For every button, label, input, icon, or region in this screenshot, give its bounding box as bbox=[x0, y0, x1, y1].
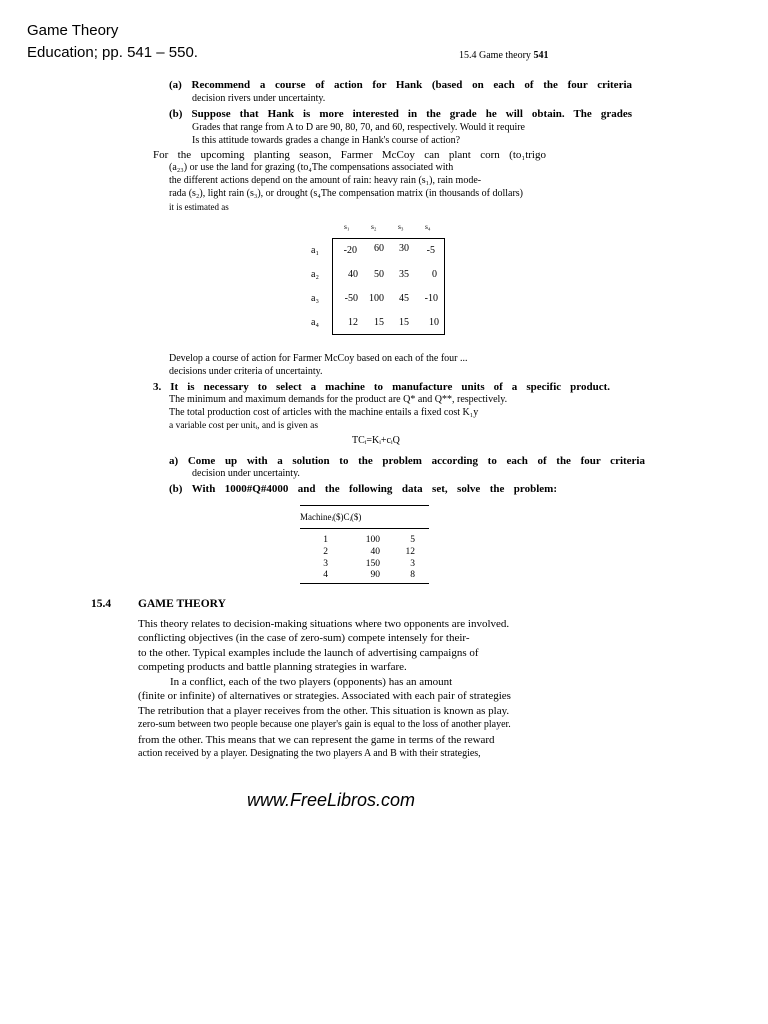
running-head-section: 15.4 Game theory bbox=[459, 50, 531, 61]
row-label: a₃ bbox=[311, 293, 319, 304]
section-number: 15.4 bbox=[91, 598, 112, 610]
problem-2b: (b) Suppose that Hank is more interested in the grade he will obtain. The grades bbox=[169, 108, 632, 120]
matrix-cell: -5 bbox=[426, 245, 435, 256]
matrix-cell: 30 bbox=[399, 243, 409, 254]
column-label: s₄ bbox=[425, 222, 431, 231]
paragraph-line: conflicting objectives (in the case of zero-sum) compete intensely for their- bbox=[138, 632, 470, 644]
paragraph-line: action received by a player. Designating the two players A and B with their strategies, bbox=[138, 748, 481, 759]
problem-3-line-2: The total production cost of articles with the machine entails a fixed cost K₁y bbox=[169, 407, 479, 418]
matrix-cell: 15 bbox=[399, 317, 409, 328]
matrix-cell: 10 bbox=[429, 317, 439, 328]
paragraph-line: (finite or infinite) of alternatives or strategies. Associated with each pair of strategies bbox=[138, 690, 511, 702]
problem-3-line-1: The minimum and maximum demands for the product are Q* and Q**, respectively. bbox=[169, 394, 508, 405]
matrix-cell: 12 bbox=[348, 317, 358, 328]
problem-3a-cont: decision under uncertainty. bbox=[192, 468, 300, 479]
mccoy-line-2: (a₂₃) or use the land for grazing (to₄The compensations associated with bbox=[169, 162, 454, 173]
problem-2b-cont1: Grades that range from A to D are 90, 80, 70, and 60, respectively. Would it require bbox=[192, 122, 525, 133]
matrix-cell: -20 bbox=[343, 245, 357, 256]
problem-3a: a) Come up with a solution to the problem according to each of the four criteria bbox=[169, 455, 645, 467]
cost-formula: TCᵢ=Kᵢ+cᵢQ bbox=[352, 435, 400, 446]
matrix-cell: 15 bbox=[374, 317, 384, 328]
matrix-cell: 50 bbox=[374, 269, 384, 280]
freelibros-link[interactable]: www.FreeLibros.com bbox=[247, 790, 416, 810]
mccoy-after-1: Develop a course of action for Farmer McCoy based on each of the four ... bbox=[169, 353, 468, 364]
row-label: a₁ bbox=[311, 245, 319, 256]
problem-3-heading: 3. It is necessary to select a machine to manufacture units of a specific product. bbox=[153, 381, 610, 393]
matrix-cell: 35 bbox=[399, 269, 409, 280]
table-header: Machineᵢ($)Cᵢ($) bbox=[300, 512, 362, 522]
paragraph-line: competing products and battle planning strategies in warfare. bbox=[138, 661, 407, 673]
mccoy-line-4: rada (s₂), light rain (s₃), or drought (s₄The compensation matrix (in thousands of dollars) bbox=[169, 188, 523, 199]
table-header-rule bbox=[300, 528, 429, 529]
matrix-cell: -50 bbox=[344, 293, 358, 304]
matrix-cell: 60 bbox=[374, 243, 384, 254]
matrix-cell: 100 bbox=[369, 293, 384, 304]
matrix-cell: -10 bbox=[424, 293, 438, 304]
mccoy-after-2: decisions under criteria of uncertainty. bbox=[169, 366, 323, 377]
table-top-rule bbox=[300, 505, 429, 506]
paragraph-line: from the other. This means that we can represent the game in terms of the reward bbox=[138, 734, 495, 746]
document-citation: Education; pp. 541 – 550. bbox=[27, 44, 198, 61]
row-label: a₄ bbox=[311, 317, 319, 328]
paragraph-line: The retribution that a player receives from the other. This situation is known as play. bbox=[138, 705, 510, 717]
mccoy-line-5: it is estimated as bbox=[169, 202, 229, 212]
running-head bbox=[459, 50, 548, 62]
problem-2a: (a) Recommend a course of action for Hank (based on each of the four criteria bbox=[169, 79, 633, 91]
row-label: a₂ bbox=[311, 269, 319, 280]
table-bottom-rule bbox=[300, 583, 429, 584]
column-label: s₃ bbox=[398, 222, 404, 231]
matrix-cell: 0 bbox=[432, 269, 437, 280]
document-title: Game Theory bbox=[27, 22, 119, 39]
page-number: 541 bbox=[533, 50, 549, 61]
paragraph-line: to the other. Typical examples include the launch of advertising campaigns of bbox=[138, 647, 479, 659]
mccoy-line-3: the different actions depend on the amount of rain: heavy rain (s₁), rain mode- bbox=[169, 175, 482, 186]
matrix-cell: 45 bbox=[399, 293, 409, 304]
problem-2a-cont: decision rivers under uncertainty. bbox=[192, 93, 326, 104]
paragraph-line: In a conflict, each of the two players (opponents) has an amount bbox=[170, 676, 453, 688]
paragraph-line: This theory relates to decision-making situations where two opponents are involved. bbox=[138, 618, 510, 630]
problem-3b: (b) With 1000#Q#4000 and the following data set, solve the problem: bbox=[169, 483, 557, 495]
section-title: GAME THEORY bbox=[138, 598, 226, 610]
matrix-cell: 40 bbox=[348, 269, 358, 280]
mccoy-line-1: For the upcoming planting season, Farmer McCoy can plant corn (to₁trigo bbox=[153, 149, 546, 161]
problem-2b-cont2: Is this attitude towards grades a change in Hank's course of action? bbox=[192, 135, 461, 146]
problem-3-line-3: a variable cost per unitᵢ, and is given as bbox=[169, 421, 319, 431]
paragraph-line: zero-sum between two people because one player's gain is equal to the loss of another player. bbox=[138, 719, 511, 730]
column-label: s₁ bbox=[344, 222, 350, 231]
column-label: s₂ bbox=[371, 222, 377, 231]
